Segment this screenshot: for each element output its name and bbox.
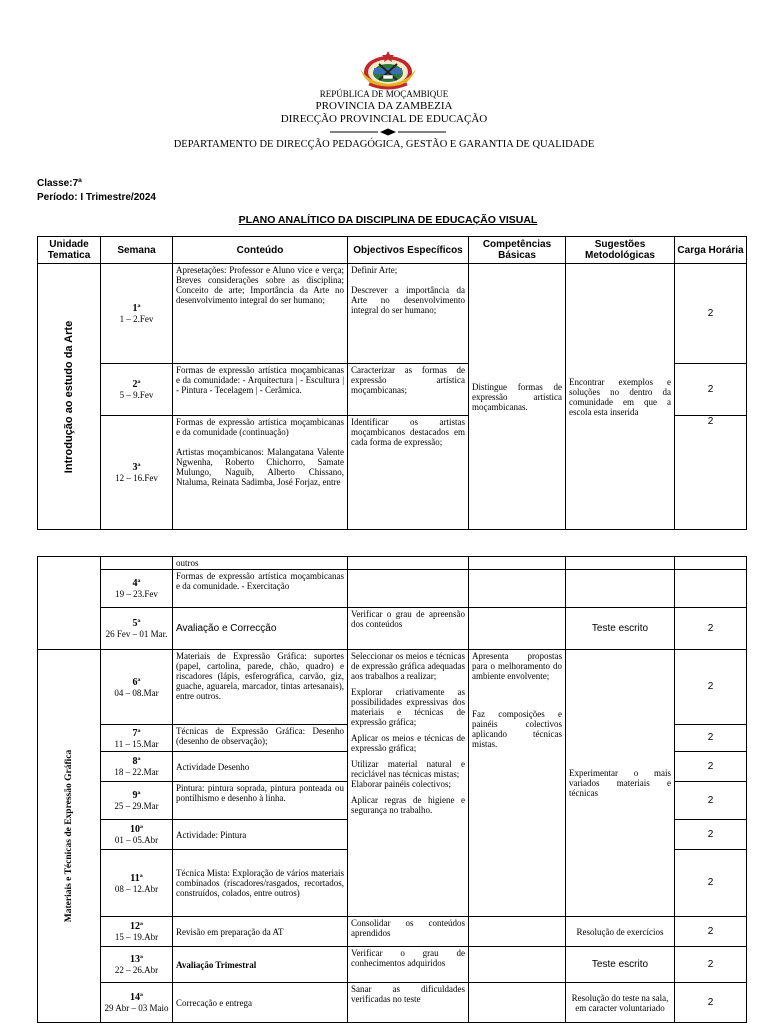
week-cell	[101, 752, 173, 782]
week-cell	[101, 917, 173, 947]
suggestion-cell	[566, 557, 675, 570]
week-cell	[101, 650, 173, 725]
suggestion-cell: Experimentar o mais variados materiais e técnicas	[566, 650, 675, 917]
hours-cell: 2	[675, 264, 747, 364]
hours-cell: 2	[675, 650, 747, 725]
plan-table-2	[37, 556, 747, 1023]
objective-text: Explorar criativamente as possibilidades expressivas dos materiais e técnicas de expressão gráfica;	[351, 687, 465, 727]
week-dates: 19 – 23.Fev	[115, 589, 158, 599]
objective-text: Descrever a importância da Arte no desenvolvimento integral do ser humano;	[351, 285, 465, 315]
week-cell	[101, 364, 173, 416]
header-line-republic: REPÚBLICA DE MOÇAMBIQUE	[319, 89, 449, 99]
column-header: Carga Horária	[675, 237, 747, 264]
competence-cell: Distingue formas de expressão artística moçambicanas.	[469, 264, 566, 530]
divider-ornament-icon	[330, 128, 446, 136]
hours-cell: 2	[675, 850, 747, 917]
week-cell	[101, 608, 173, 650]
objectives-cell: Caracterizar as formas de expressão artística moçambicanas;	[348, 364, 469, 416]
hours-cell: 2	[675, 782, 747, 820]
table-row	[38, 917, 747, 947]
period-label: Período: I Trimestre/2024	[37, 192, 156, 203]
header-line-department: DEPARTAMENTO DE DIRECÇÃO PEDAGÓGICA, GESTÃO E GARANTIA DE QUALIDADE	[173, 139, 595, 150]
content-cell	[173, 416, 348, 530]
column-header: Sugestões Metodológicas	[566, 237, 675, 264]
week-dates: 29 Abr – 03 Maio	[104, 1003, 169, 1013]
objective-text: Elaborar painéis colectivos;	[351, 779, 451, 789]
week-number: 12ª	[130, 921, 143, 932]
table-row	[38, 947, 747, 983]
week-number: 8ª	[132, 756, 141, 767]
week-cell	[101, 264, 173, 364]
competence-cell	[469, 570, 566, 608]
objective-text: Aplicar os meios e técnicas de expressão gráfica;	[351, 733, 465, 753]
content-text: Artistas moçambicanos: Malangatana Valente Ngwenha, Roberto Chichorro, Samate Mulungo, Naguib, Alberto Chissano, Ntaluma, Reinata Sadimba, José Forjaz, entre	[176, 447, 344, 487]
week-dates: 26 Fev – 01 Mar.	[105, 629, 168, 639]
competence-text: Apresenta propostas para o melhoramento do ambiente envolvente;	[472, 651, 562, 681]
week-dates: 15 – 19.Abr	[114, 932, 159, 942]
header-line-province: PROVINCIA DA ZAMBEZIA	[315, 100, 453, 112]
week-number: 14ª	[130, 992, 143, 1003]
week-number: 7ª	[132, 727, 141, 739]
header-line-directorate: DIRECÇÃO PROVINCIAL DE EDUCAÇÃO	[280, 113, 488, 125]
suggestion-cell: Encontrar exemplos e soluções no dentro da comunidade em que a escola esta inserida	[566, 264, 675, 530]
hours-cell	[675, 570, 747, 608]
unit-label: Materiais e Técnicas de Expressão Gráfica	[64, 749, 74, 923]
table-row	[38, 608, 747, 650]
week-number: 4ª	[132, 578, 141, 589]
competence-cell	[469, 608, 566, 650]
week-number: 10ª	[130, 824, 143, 835]
competence-text: Faz composições e painéis colectivos aplicando técnicas mistas.	[472, 709, 562, 749]
content-cell: outros	[173, 557, 348, 570]
week-cell	[101, 557, 173, 570]
week-dates: 22 – 26.Abr	[114, 965, 159, 975]
objectives-cell	[348, 570, 469, 608]
table-row	[38, 557, 747, 570]
unit-cell-empty	[38, 557, 101, 650]
hours-cell: 2	[675, 364, 747, 416]
week-cell	[101, 850, 173, 917]
week-dates: 12 – 16.Fev	[115, 473, 158, 483]
content-cell: Apresetações: Professor e Aluno vice e verça; Breves considerações sobre as disciplina; Conceito de arte; Importância da Arte no desenvolvimento integral do ser humano;	[173, 264, 348, 364]
suggestion-cell: Teste escrito	[566, 947, 675, 983]
unit-cell	[38, 650, 101, 1023]
objective-text: Definir Arte;	[351, 265, 398, 275]
week-number: 9ª	[132, 790, 141, 801]
unit-cell	[38, 264, 101, 530]
objectives-cell: Consolidar os conteúdos aprendidos	[348, 917, 469, 947]
plan-title: PLANO ANALÍTICO DA DISCIPLINA DE EDUCAÇÃO VISUAL	[238, 214, 538, 226]
plan-table-1	[37, 236, 747, 530]
objectives-cell	[348, 264, 469, 364]
hours-cell: 2	[675, 608, 747, 650]
week-number: 13ª	[130, 954, 143, 965]
content-cell: Formas de expressão artística moçambicanas e da comunidade: - Arquitectura | - Escultura | - Pintura - Tecelagem | - Cerâmica.	[173, 364, 348, 416]
objective-text: Utilizar material natural e reciclável nas técnicas mistas;	[351, 759, 465, 779]
hours-cell: 2	[675, 416, 747, 530]
class-label: Classe:7ª	[37, 178, 82, 189]
content-cell: Técnica Mista: Exploração de vários materiais combinados (riscadores/rasgados, recortados, construídos, colados, entre outros)	[173, 850, 348, 917]
column-header: Unidade Tematica	[38, 237, 101, 264]
competence-cell	[469, 917, 566, 947]
column-header: Semana	[101, 237, 173, 264]
objectives-cell: Verificar o grau de apreensão dos conteúdos	[348, 608, 469, 650]
week-number: 3ª	[132, 462, 141, 473]
hours-cell: 2	[675, 752, 747, 782]
hours-cell: 2	[675, 983, 747, 1023]
objectives-cell	[348, 557, 469, 570]
hours-cell: 2	[675, 725, 747, 752]
suggestion-cell: Resolução do teste na sala, em caracter voluntariado	[566, 983, 675, 1023]
hours-cell: 2	[675, 820, 747, 850]
objectives-cell: Identificar os artistas moçambicanos destacados em cada forma de expressão;	[348, 416, 469, 530]
week-cell	[101, 983, 173, 1023]
competence-cell	[469, 557, 566, 570]
week-number: 1ª	[132, 303, 141, 314]
column-header: Conteúdo	[173, 237, 348, 264]
week-number: 6ª	[132, 676, 141, 688]
competence-cell	[469, 650, 566, 917]
week-cell	[101, 725, 173, 752]
objective-text: Seleccionar os meios e técnicas de expressão gráfica adequadas aos trabalhos a realizar;	[351, 651, 465, 681]
content-cell: Avaliação e Correcção	[173, 608, 348, 650]
week-cell	[101, 947, 173, 983]
content-cell: Formas de expressão artística moçambicanas e da comunidade. - Exercitação	[173, 570, 348, 608]
week-dates: 11 – 15.Mar	[114, 738, 159, 749]
hours-cell	[675, 557, 747, 570]
hours-cell: 2	[675, 947, 747, 983]
table-row	[38, 983, 747, 1023]
week-dates: 5 – 9.Fev	[119, 390, 154, 400]
content-text: Formas de expressão artística moçambicanas e da comunidade (continuação)	[176, 417, 344, 437]
week-dates: 25 – 29.Mar	[114, 801, 159, 811]
suggestion-cell	[566, 570, 675, 608]
week-dates: 1 – 2.Fev	[119, 314, 154, 324]
unit-label: Introdução ao estudo da Arte	[63, 320, 75, 473]
column-header: Competências Básicas	[469, 237, 566, 264]
week-cell	[101, 782, 173, 820]
content-cell: Materiais de Expressão Gráfica: suportes (papel, cartolina, parede, chão, quadro) e riscadores (lápis, esferográfica, carvão, giz, guache, aguarela, marcador, tintas artesanais), entre outros.	[173, 650, 348, 725]
week-cell	[101, 416, 173, 530]
objectives-cell: Verificar o grau de conhecimentos adquiridos	[348, 947, 469, 983]
content-cell: Revisão em preparação da AT	[173, 917, 348, 947]
week-number: 11ª	[130, 872, 143, 884]
competence-cell	[469, 947, 566, 983]
objective-text: Aplicar regras de higiene e segurança no trabalho.	[351, 795, 465, 815]
table-row	[38, 264, 747, 364]
suggestion-cell: Teste escrito	[566, 608, 675, 650]
week-dates: 01 – 05.Abr	[114, 835, 159, 845]
objectives-cell	[348, 650, 469, 917]
content-cell: Pintura: pintura soprada, pintura ponteada ou pontilhismo e desenho à linha.	[173, 782, 348, 820]
table-row	[38, 650, 747, 725]
week-dates: 08 – 12.Abr	[114, 883, 159, 894]
table-row	[38, 570, 747, 608]
content-cell: Actividade Desenho	[173, 752, 348, 782]
column-header: Objectivos Específicos	[348, 237, 469, 264]
content-cell: Correcação e entrega	[173, 983, 348, 1023]
week-number: 2ª	[132, 379, 141, 390]
content-cell: Avaliação Trimestral	[173, 947, 348, 983]
mozambique-emblem-icon	[357, 50, 419, 90]
suggestion-cell: Resolução de exercícios	[566, 917, 675, 947]
content-cell: Técnicas de Expressão Gráfica: Desenho (desenho de observação);	[173, 725, 348, 752]
week-cell	[101, 570, 173, 608]
week-dates: 18 – 22.Mar	[114, 767, 159, 777]
hours-cell: 2	[675, 917, 747, 947]
competence-cell	[469, 983, 566, 1023]
week-cell	[101, 820, 173, 850]
table-header-row	[38, 237, 747, 264]
content-cell: Actividade: Pintura	[173, 820, 348, 850]
week-dates: 04 – 08.Mar	[114, 687, 159, 698]
objectives-cell: Sanar as dificuldades verificadas no teste	[348, 983, 469, 1023]
week-number: 5ª	[132, 618, 141, 629]
